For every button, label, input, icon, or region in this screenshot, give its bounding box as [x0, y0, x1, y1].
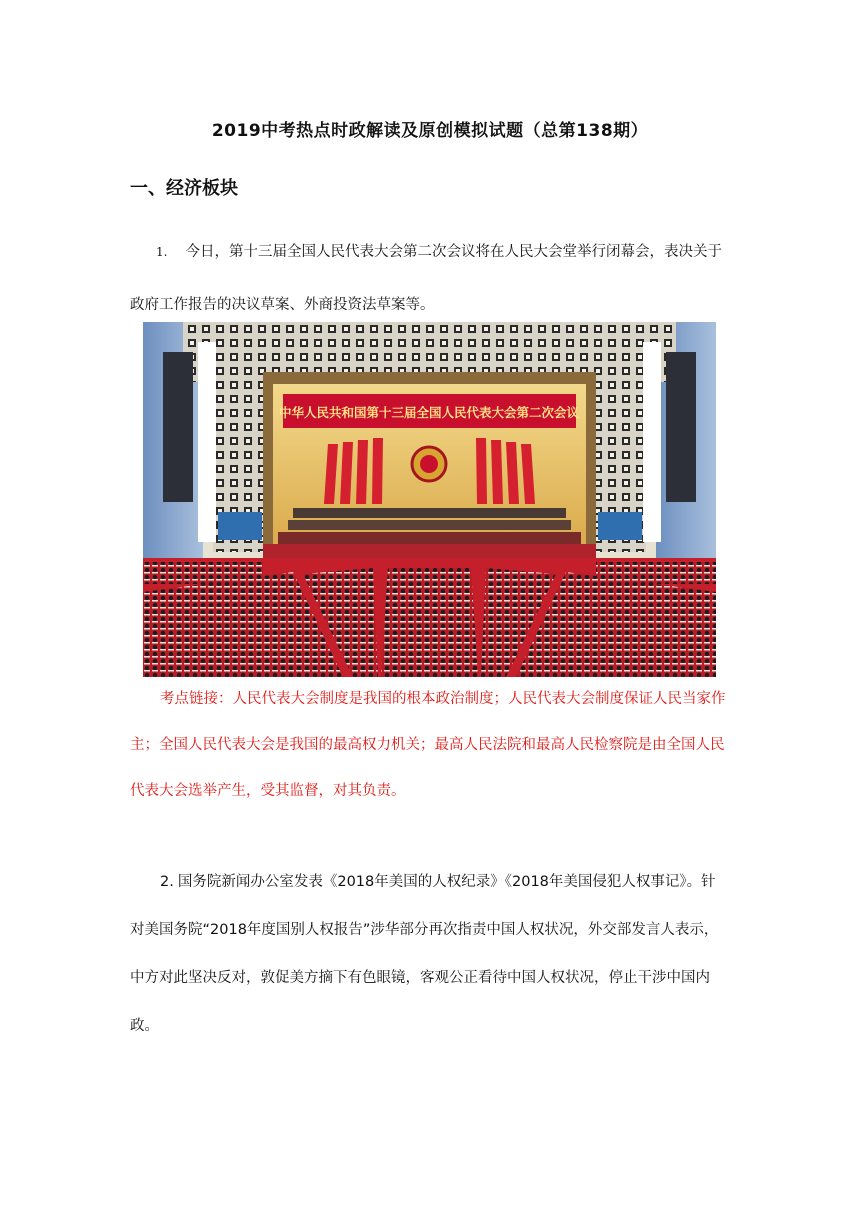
question-2 [130, 858, 730, 1050]
assembly-hall-photo [143, 322, 716, 677]
question-2-text: 国务院新闻办公室发表《2018年美国的人权纪录》《2018年美国侵犯人权事记》。针对美国务院“2018年度国别人权报告”涉华部分再次指责中国人权状况，外交部发言人表示，中方对此坚决反对，敦促美方摘下有色眼镜，客观公正看待中国人权状况，停止干涉中国内政。 [130, 874, 719, 1034]
document-title: 2019中考热点时政解读及原创模拟试题（总第138期） [211, 121, 649, 141]
section-heading: 一、经济板块 [130, 178, 238, 199]
exam-point-link: 考点链接：人民代表大会制度是我国的根本政治制度；人民代表大会制度保证人民当家作主；全国人民代表大会是我国的最高权力机关；最高人民法院和最高人民检察院是由全国人民代表大会选举产生，受其监督，对其负责。 [130, 691, 726, 799]
question-1-text: 今日，第十三届全国人民代表大会第二次会议将在人民大会堂举行闭幕会，表决关于政府工作报告的决议草案、外商投资法草案等。 [130, 244, 722, 313]
banner-text: 中华人民共和国第十三届全国人民代表大会第二次会议 [278, 405, 580, 420]
question-1-number: 1. [156, 245, 168, 259]
question-2-number: 2. [160, 874, 174, 890]
question-1 [130, 226, 730, 332]
